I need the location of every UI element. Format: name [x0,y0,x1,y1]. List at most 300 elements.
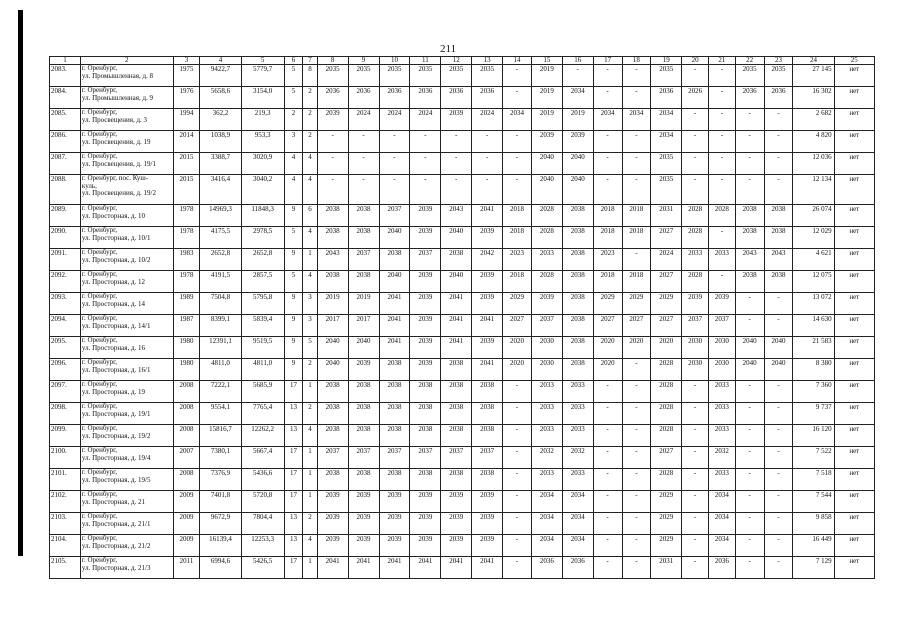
data-cell: нет [834,205,874,227]
column-header: 4 [200,57,241,65]
data-cell: - [503,381,532,403]
data-cell: - [735,491,764,513]
data-cell: - [764,175,793,205]
data-cell: 2040 [531,153,562,175]
data-cell: 3 [284,131,303,153]
data-cell: 2 [303,87,317,109]
table-body [50,65,875,579]
data-cell: 2032 [562,447,593,469]
data-cell: 2035 [735,65,764,87]
data-cell: 2652,8 [241,249,284,271]
data-cell: 2033 [531,425,562,447]
data-cell: - [708,87,735,109]
address-line: г. Оренбург, [81,490,118,498]
data-cell: 2038 [441,381,472,403]
address-cell [80,535,173,557]
address-line: г. Оренбург, [81,226,118,234]
address-cell [80,315,173,337]
data-cell: 2040 [735,359,764,381]
table-row [50,109,875,131]
address-line: ул. Просторная, д. 19/2 [81,431,151,440]
column-header: 11 [410,57,441,65]
data-cell: 2037 [348,249,379,271]
data-cell: 5779,7 [241,65,284,87]
data-cell: - [735,175,764,205]
data-cell: 2036 [764,87,793,109]
data-cell: нет [834,381,874,403]
data-cell: 3020,9 [241,153,284,175]
data-cell: - [735,381,764,403]
row-number: 2091. [50,249,81,271]
data-cell: 2041 [379,337,410,359]
data-cell: - [735,513,764,535]
data-cell: 2043 [317,249,348,271]
data-cell: 2040 [562,175,593,205]
column-header: 8 [317,57,348,65]
data-cell: 2009 [173,535,200,557]
data-cell: нет [834,535,874,557]
data-cell: 12 036 [793,153,834,175]
data-cell: 2 [303,359,317,381]
data-cell: - [735,535,764,557]
data-cell: - [682,535,709,557]
data-cell: 2039 [317,109,348,131]
data-cell: 2024 [348,109,379,131]
data-cell: - [735,447,764,469]
data-cell: 2039 [317,513,348,535]
data-cell: 2038 [441,469,472,491]
data-cell: 2034 [531,535,562,557]
data-cell: 17 [284,557,303,579]
data-cell: 2040 [441,271,472,293]
address-cell [80,491,173,513]
data-cell: 1976 [173,87,200,109]
data-cell: 2023 [593,249,622,271]
data-cell: нет [834,87,874,109]
data-cell: - [708,153,735,175]
row-number: 2101. [50,469,81,491]
data-cell: 2038 [317,469,348,491]
data-cell: - [410,153,441,175]
data-cell: 4 [303,227,317,249]
data-cell: - [682,491,709,513]
address-line: г. Оренбург, [81,270,118,278]
data-cell: 4 621 [793,249,834,271]
row-number: 2104. [50,535,81,557]
data-cell: 9554,1 [200,403,241,425]
data-cell: нет [834,447,874,469]
data-cell: 2039 [410,271,441,293]
data-cell: - [379,153,410,175]
data-cell: 2039 [531,131,562,153]
data-cell: - [503,87,532,109]
data-cell: нет [834,109,874,131]
data-cell: 1978 [173,227,200,249]
data-cell: 2033 [708,381,735,403]
data-cell: - [764,315,793,337]
data-cell: - [708,175,735,205]
data-cell: 2037 [379,447,410,469]
data-cell: 2030 [682,337,709,359]
address-line: г. Оренбург, [81,468,118,476]
data-cell: 2038 [348,381,379,403]
data-cell: 2038 [348,469,379,491]
data-cell: 2009 [173,491,200,513]
address-cell [80,381,173,403]
data-cell: 2018 [593,205,622,227]
data-cell: - [503,535,532,557]
address-line: г. Оренбург, [81,314,118,322]
address-line: ул. Просвещения, д. 19/2 [81,189,156,197]
data-cell: 2031 [651,557,682,579]
address-line: ул. Просторная, д. 19/5 [81,475,151,484]
data-cell: 1980 [173,359,200,381]
data-cell: - [708,109,735,131]
data-cell: 2038 [410,381,441,403]
data-cell: - [735,403,764,425]
row-number: 2093. [50,293,81,315]
data-cell: 2030 [708,359,735,381]
data-cell: - [593,403,622,425]
data-cell: 2030 [531,337,562,359]
data-cell: 2018 [503,227,532,249]
data-cell: - [735,293,764,315]
data-cell: - [503,403,532,425]
address-line: г. Оренбург, [81,86,118,94]
data-cell: 2040 [531,175,562,205]
data-cell: - [682,557,709,579]
data-cell: 27 145 [793,65,834,87]
data-cell: 2038 [317,205,348,227]
data-cell: - [682,109,709,131]
data-cell: - [735,131,764,153]
data-cell: 2035 [651,153,682,175]
address-cell [80,87,173,109]
data-cell: 2033 [562,381,593,403]
data-cell: 2036 [472,87,503,109]
data-cell: - [379,175,410,205]
table-row [50,337,875,359]
data-cell: 2040 [348,337,379,359]
data-cell: 2 [303,109,317,131]
data-cell: - [503,153,532,175]
data-cell: 219,3 [241,109,284,131]
data-cell: - [735,153,764,175]
data-cell: 12253,3 [241,535,284,557]
data-cell: - [593,513,622,535]
table-row [50,535,875,557]
data-cell: 2028 [651,469,682,491]
data-cell: 2027 [593,315,622,337]
data-cell: - [682,403,709,425]
data-cell: - [764,425,793,447]
data-cell: 2038 [379,403,410,425]
data-cell: 2008 [173,469,200,491]
data-cell: 1 [303,469,317,491]
data-cell: - [441,153,472,175]
data-cell: 2040 [379,271,410,293]
data-cell: 2028 [708,205,735,227]
data-cell: нет [834,425,874,447]
data-cell: 2039 [410,315,441,337]
data-cell: 12391,1 [200,337,241,359]
data-cell: 2036 [410,87,441,109]
data-cell: 2023 [503,249,532,271]
data-cell: 2036 [562,557,593,579]
data-cell: 2033 [708,249,735,271]
data-cell: 2040 [317,337,348,359]
address-cell [80,337,173,359]
data-cell: - [503,469,532,491]
data-cell: - [764,153,793,175]
data-cell: 2031 [651,205,682,227]
data-cell: - [764,491,793,513]
data-cell: - [348,175,379,205]
data-cell: 12 134 [793,175,834,205]
data-cell: - [503,491,532,513]
data-cell: 16 449 [793,535,834,557]
column-header: 12 [441,57,472,65]
row-number: 2090. [50,227,81,249]
data-cell: 3 [303,315,317,337]
data-cell: 1038,9 [200,131,241,153]
data-cell: - [622,447,651,469]
data-cell: - [348,131,379,153]
address-line: г. Оренбург, [81,534,118,542]
data-cell: 7380,1 [200,447,241,469]
column-header: 14 [503,57,532,65]
data-cell: - [472,131,503,153]
data-cell: - [472,153,503,175]
data-cell: - [348,153,379,175]
data-cell: 2857,5 [241,271,284,293]
data-cell: 953,3 [241,131,284,153]
data-cell: 2033 [531,249,562,271]
data-cell: - [764,535,793,557]
data-cell: 2038 [562,205,593,227]
data-cell: - [503,425,532,447]
data-cell: 2039 [441,109,472,131]
address-line: г. Оренбург, [81,152,118,160]
data-cell: 2033 [708,469,735,491]
data-cell: 2038 [472,403,503,425]
data-cell: 2040 [764,337,793,359]
data-cell: 2024 [651,249,682,271]
data-cell: 1 [303,381,317,403]
address-line: ул. Просторная, д. 19 [81,387,146,396]
data-cell: 2019 [317,293,348,315]
data-cell: 2019 [562,109,593,131]
data-cell: 2035 [764,65,793,87]
row-number: 2095. [50,337,81,359]
address-cell [80,205,173,227]
data-cell: 2028 [651,425,682,447]
row-number: 2096. [50,359,81,381]
data-cell: 8399,1 [200,315,241,337]
housing-repair-table [49,56,875,579]
data-cell: 2035 [317,65,348,87]
data-cell: 1989 [173,293,200,315]
data-cell: 3154,0 [241,87,284,109]
data-cell: 2037 [531,315,562,337]
address-cell [80,557,173,579]
data-cell: - [682,469,709,491]
data-cell: нет [834,403,874,425]
address-cell [80,175,173,205]
column-header: 2 [80,57,173,65]
data-cell: 2028 [531,227,562,249]
data-cell: 2024 [410,109,441,131]
data-cell: 2028 [531,271,562,293]
data-cell: 2024 [472,109,503,131]
address-line: г. Оренбург, [81,336,118,344]
data-cell: 5 [284,65,303,87]
data-cell: 2034 [651,109,682,131]
data-cell: 2652,8 [200,249,241,271]
table-row [50,271,875,293]
data-cell: - [317,175,348,205]
data-cell: - [735,315,764,337]
data-cell: 2036 [735,87,764,109]
address-cell [80,425,173,447]
column-header: 25 [834,57,874,65]
data-cell: 5667,4 [241,447,284,469]
data-cell: - [682,65,709,87]
data-cell: 2034 [708,535,735,557]
data-cell: нет [834,271,874,293]
column-header: 17 [593,57,622,65]
data-cell: 2038 [562,315,593,337]
data-cell: 2034 [562,513,593,535]
data-cell: - [622,403,651,425]
data-cell: нет [834,293,874,315]
data-cell: 5436,6 [241,469,284,491]
data-cell: 2034 [562,535,593,557]
data-cell: 5795,8 [241,293,284,315]
data-cell: 1 [303,249,317,271]
address-line: ул. Просторная, д. 21/2 [81,541,151,550]
data-cell: 2038 [472,381,503,403]
data-cell: 13 [284,513,303,535]
data-cell: 2018 [503,271,532,293]
data-cell: 9 [284,337,303,359]
data-cell: 2036 [317,87,348,109]
data-cell: - [503,557,532,579]
data-cell: 1983 [173,249,200,271]
data-cell: - [622,175,651,205]
data-cell: 7765,4 [241,403,284,425]
data-cell: 2036 [531,557,562,579]
data-cell: 12 075 [793,271,834,293]
data-cell: 5685,9 [241,381,284,403]
column-header: 18 [622,57,651,65]
data-cell: 8 380 [793,359,834,381]
column-header: 24 [793,57,834,65]
data-cell: 7222,1 [200,381,241,403]
data-cell: 2041 [317,557,348,579]
data-cell: 1980 [173,337,200,359]
data-cell: 2036 [379,87,410,109]
data-cell: 2038 [379,425,410,447]
row-number: 2094. [50,315,81,337]
address-line: ул. Просторная, д. 21/3 [81,563,151,572]
row-number: 2103. [50,513,81,535]
data-cell: 2038 [562,249,593,271]
row-number: 2100. [50,447,81,469]
data-cell: 7376,9 [200,469,241,491]
data-cell: 5839,4 [241,315,284,337]
data-cell: - [682,175,709,205]
data-cell: - [441,131,472,153]
data-cell: 2027 [622,315,651,337]
data-cell: - [764,293,793,315]
data-cell: 2039 [472,513,503,535]
data-cell: - [622,469,651,491]
data-cell: 2038 [348,425,379,447]
data-cell: 12 029 [793,227,834,249]
address-line: ул. Просвещения, д. 19/1 [81,159,156,168]
data-cell: 2034 [531,513,562,535]
data-cell: 11848,3 [241,205,284,227]
data-cell: 2043 [764,249,793,271]
data-cell: 4 [284,175,303,205]
address-line: ул. Просторная, д. 19/1 [81,409,151,418]
data-cell: 2038 [562,227,593,249]
data-cell: 2039 [682,293,709,315]
data-cell: - [682,381,709,403]
data-cell: 4 [303,175,317,205]
data-cell: 4 [303,425,317,447]
data-cell: - [764,403,793,425]
data-cell: 2035 [441,65,472,87]
data-cell: 2038 [317,403,348,425]
data-cell: 2035 [410,65,441,87]
address-cell [80,513,173,535]
table-row [50,175,875,205]
column-header: 10 [379,57,410,65]
data-cell: 2038 [379,359,410,381]
data-cell: - [593,175,622,205]
data-cell: 5 [284,87,303,109]
data-cell: 2039 [317,491,348,513]
data-cell: 2038 [441,249,472,271]
address-line: г. Оренбург, [81,130,118,138]
data-cell: 7804,4 [241,513,284,535]
data-cell: 2028 [651,381,682,403]
data-cell: 2041 [348,557,379,579]
data-cell: 2041 [379,557,410,579]
data-cell: 14 630 [793,315,834,337]
data-cell: 2039 [441,535,472,557]
table-row [50,131,875,153]
data-cell: 2037 [441,447,472,469]
address-cell [80,65,173,87]
data-cell: 16139,4 [200,535,241,557]
data-cell: 2030 [531,359,562,381]
data-cell: 2029 [651,491,682,513]
data-cell: - [764,557,793,579]
data-cell: 4 [303,153,317,175]
address-cell [80,359,173,381]
data-cell: 2038 [764,205,793,227]
data-cell: - [410,175,441,205]
data-cell: 2008 [173,403,200,425]
data-cell: - [593,535,622,557]
data-cell: - [735,557,764,579]
data-cell: 2036 [651,87,682,109]
address-cell [80,271,173,293]
data-cell: 2036 [708,557,735,579]
